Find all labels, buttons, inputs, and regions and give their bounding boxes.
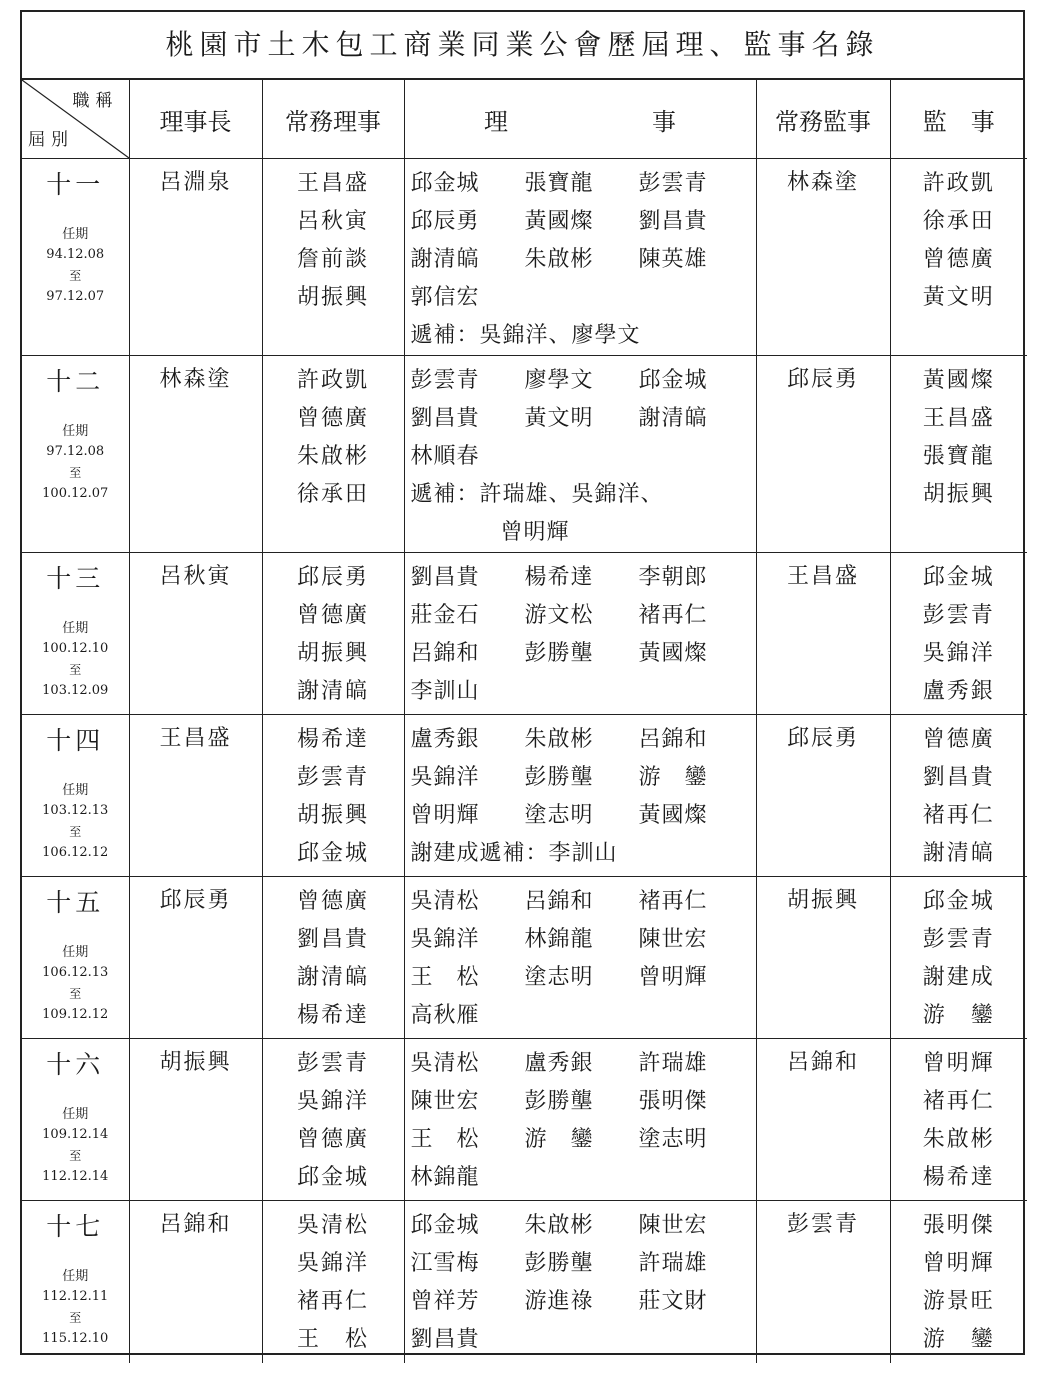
director-note: 曾明輝	[500, 520, 570, 545]
director-name: 彭勝壟	[524, 1251, 594, 1276]
standing-director-name: 曾德廣	[296, 1127, 369, 1152]
standing-directors-cell	[262, 159, 404, 356]
director-name: 謝清皜	[638, 406, 708, 431]
director-name: 劉昌貴	[410, 406, 480, 431]
term-end-date: 97.12.07	[46, 289, 105, 304]
term-row	[22, 159, 1027, 356]
director-name: 邱金城	[638, 368, 708, 393]
supervisor-name: 曾明輝	[922, 1251, 995, 1276]
director-name: 邱金城	[410, 171, 480, 196]
term-row	[22, 715, 1027, 877]
standing-director-name: 胡振興	[296, 803, 369, 828]
director-name: 呂錦和	[638, 727, 708, 752]
director-name: 彭雲青	[410, 368, 480, 393]
director-name: 朱啟彬	[524, 247, 594, 272]
director-name: 塗志明	[524, 965, 594, 990]
standing-director-name: 褚再仁	[296, 1289, 369, 1314]
directors-row	[411, 1121, 756, 1159]
standing-directors-cell	[262, 553, 404, 715]
term-number: 十四	[46, 726, 105, 755]
chairman-cell: 王昌盛	[129, 715, 262, 877]
corner-header	[22, 80, 129, 159]
term-to-label: 至	[69, 663, 82, 677]
roster-body	[22, 159, 1027, 1363]
supervisor-name: 彭雲青	[922, 603, 995, 628]
directors-row	[411, 1159, 756, 1197]
director-name: 吳錦洋	[410, 765, 480, 790]
directors-row	[411, 673, 756, 711]
standing-director-name: 王 松	[296, 1327, 369, 1352]
supervisor-name: 謝清皜	[922, 841, 995, 866]
term-start-date: 109.12.14	[42, 1127, 109, 1142]
director-name: 陳世宏	[410, 1089, 480, 1114]
director-name: 高秋雁	[410, 1003, 480, 1028]
standing-director-name: 吳錦洋	[296, 1089, 369, 1114]
term-to-label: 至	[69, 987, 82, 1001]
director-name: 黃文明	[524, 406, 594, 431]
director-name: 朱啟彬	[524, 1213, 594, 1238]
supervisors-cell	[890, 553, 1027, 715]
director-name: 謝清皜	[410, 247, 480, 272]
director-name: 王 松	[410, 965, 480, 990]
director-name: 陳世宏	[638, 1213, 708, 1238]
standing-director-name: 詹前談	[296, 247, 369, 272]
supervisors-cell	[890, 159, 1027, 356]
term-number: 十七	[46, 1212, 105, 1241]
director-name: 游文松	[524, 603, 594, 628]
supervisor-name: 朱啟彬	[922, 1127, 995, 1152]
term-end-date: 106.12.12	[42, 845, 109, 860]
standing-supervisor-cell: 邱辰勇	[756, 715, 890, 877]
chairman-cell: 呂淵泉	[129, 159, 262, 356]
corner-title-label: 職稱	[72, 91, 119, 111]
director-name: 塗志明	[638, 1127, 708, 1152]
term-end-date: 103.12.09	[42, 683, 109, 698]
standing-director-name: 謝清皜	[296, 965, 369, 990]
directors-cell	[404, 877, 756, 1039]
term-cell	[22, 553, 129, 715]
director-note: 遞補：許瑞雄、吳錦洋、	[410, 482, 664, 507]
standing-director-name: 吳清松	[296, 1213, 369, 1238]
header-row	[22, 80, 1027, 159]
directors-row	[411, 559, 756, 597]
directors-row	[411, 1083, 756, 1121]
director-name: 李朝郎	[638, 565, 708, 590]
director-name: 彭勝壟	[524, 765, 594, 790]
director-name: 林順春	[410, 444, 480, 469]
supervisor-name: 盧秀銀	[922, 679, 995, 704]
standing-director-name: 胡振興	[296, 641, 369, 666]
director-name: 邱金城	[410, 1213, 480, 1238]
directors-row	[411, 997, 756, 1035]
standing-directors-cell	[262, 715, 404, 877]
directors-row	[411, 797, 756, 835]
director-name: 莊金石	[410, 603, 480, 628]
term-number: 十三	[46, 564, 105, 593]
supervisor-name: 黃文明	[922, 285, 995, 310]
director-name: 游進祿	[524, 1289, 594, 1314]
term-cell	[22, 1201, 129, 1363]
term-label: 任期	[62, 783, 89, 798]
supervisor-name: 游景旺	[922, 1289, 995, 1314]
directors-row	[411, 400, 756, 438]
standing-director-name: 邱金城	[296, 1165, 369, 1190]
standing-supervisor-cell: 彭雲青	[756, 1201, 890, 1363]
supervisor-name: 劉昌貴	[922, 765, 995, 790]
director-note: 謝建成遞補：李訓山	[410, 841, 618, 866]
director-name: 彭勝壟	[524, 1089, 594, 1114]
directors-cell	[404, 1039, 756, 1201]
term-row	[22, 356, 1027, 553]
document-title: 桃園市土木包工商業同業公會歷屆理、監事名錄	[22, 12, 1023, 80]
supervisor-name: 游 鑾	[922, 1327, 995, 1352]
standing-directors-cell	[262, 356, 404, 553]
standing-director-name: 朱啟彬	[296, 444, 369, 469]
standing-supervisor-cell: 邱辰勇	[756, 356, 890, 553]
header-directors: 理 事	[404, 80, 756, 159]
director-name: 邱辰勇	[410, 209, 480, 234]
supervisor-name: 褚再仁	[922, 1089, 995, 1114]
term-cell	[22, 715, 129, 877]
term-cell	[22, 159, 129, 356]
director-name: 彭勝壟	[524, 641, 594, 666]
director-name: 游 鑾	[638, 765, 708, 790]
standing-director-name: 曾德廣	[296, 603, 369, 628]
term-end-date: 112.12.14	[42, 1169, 109, 1184]
term-cell	[22, 877, 129, 1039]
term-number: 十五	[46, 888, 105, 917]
supervisor-name: 游 鑾	[922, 1003, 995, 1028]
term-row	[22, 553, 1027, 715]
term-row	[22, 1039, 1027, 1201]
term-label: 任期	[62, 621, 89, 636]
directors-row	[411, 759, 756, 797]
term-label: 任期	[62, 1269, 89, 1284]
directors-row	[411, 203, 756, 241]
roster-table	[22, 80, 1027, 1363]
standing-director-name: 楊希達	[296, 727, 369, 752]
director-name: 林錦龍	[410, 1165, 480, 1190]
standing-director-name: 邱金城	[296, 841, 369, 866]
term-number: 十六	[46, 1050, 105, 1079]
term-row	[22, 1201, 1027, 1363]
director-name: 劉昌貴	[638, 209, 708, 234]
director-note: 遞補：吳錦洋、廖學文	[410, 323, 641, 348]
director-name: 呂錦和	[410, 641, 480, 666]
director-name: 盧秀銀	[524, 1051, 594, 1076]
standing-supervisor-cell: 呂錦和	[756, 1039, 890, 1201]
term-to-label: 至	[69, 1311, 82, 1325]
directors-cell	[404, 1201, 756, 1363]
supervisor-name: 張寶龍	[922, 444, 995, 469]
directors-row	[411, 279, 756, 317]
roster-sheet	[20, 10, 1025, 1355]
director-name: 許瑞雄	[638, 1051, 708, 1076]
supervisor-name: 黃國燦	[922, 368, 995, 393]
directors-row	[411, 959, 756, 997]
directors-row	[411, 1283, 756, 1321]
standing-director-name: 楊希達	[296, 1003, 369, 1028]
standing-director-name: 劉昌貴	[296, 927, 369, 952]
term-end-date: 109.12.12	[42, 1007, 109, 1022]
director-name: 陳英雄	[638, 247, 708, 272]
supervisors-cell	[890, 715, 1027, 877]
chairman-cell: 胡振興	[129, 1039, 262, 1201]
director-name: 塗志明	[524, 803, 594, 828]
director-name: 曾明輝	[410, 803, 480, 828]
director-name: 吳清松	[410, 1051, 480, 1076]
director-name: 褚再仁	[638, 889, 708, 914]
standing-director-name: 王昌盛	[296, 171, 369, 196]
supervisor-name: 曾明輝	[922, 1051, 995, 1076]
chairman-cell: 邱辰勇	[129, 877, 262, 1039]
term-number: 十二	[46, 367, 105, 396]
header-standing-directors: 常務理事	[262, 80, 404, 159]
directors-cell	[404, 356, 756, 553]
term-label: 任期	[62, 945, 89, 960]
supervisor-name: 吳錦洋	[922, 641, 995, 666]
supervisor-name: 褚再仁	[922, 803, 995, 828]
directors-row	[411, 1321, 756, 1359]
director-name: 楊希達	[524, 565, 594, 590]
corner-term-label: 屆別	[28, 130, 74, 150]
director-name: 褚再仁	[638, 603, 708, 628]
supervisors-cell	[890, 877, 1027, 1039]
directors-row	[411, 1045, 756, 1083]
standing-director-name: 彭雲青	[296, 765, 369, 790]
term-label: 任期	[62, 1107, 89, 1122]
standing-director-name: 彭雲青	[296, 1051, 369, 1076]
supervisor-name: 張明傑	[922, 1213, 995, 1238]
supervisor-name: 邱金城	[922, 889, 995, 914]
header-chairman: 理事長	[129, 80, 262, 159]
supervisor-name: 謝建成	[922, 965, 995, 990]
director-name: 張寶龍	[524, 171, 594, 196]
term-start-date: 112.12.11	[42, 1289, 109, 1304]
standing-director-name: 曾德廣	[296, 406, 369, 431]
director-name: 盧秀銀	[410, 727, 480, 752]
standing-director-name: 許政凱	[296, 368, 369, 393]
director-name: 黃國燦	[638, 641, 708, 666]
director-name: 張明傑	[638, 1089, 708, 1114]
term-end-date: 115.12.10	[42, 1331, 109, 1346]
director-name: 林錦龍	[524, 927, 594, 952]
chairman-cell: 呂錦和	[129, 1201, 262, 1363]
directors-row	[411, 921, 756, 959]
term-row	[22, 877, 1027, 1039]
directors-row	[411, 635, 756, 673]
term-label: 任期	[62, 227, 89, 242]
standing-director-name: 謝清皜	[296, 679, 369, 704]
director-name: 朱啟彬	[524, 727, 594, 752]
directors-row	[411, 1207, 756, 1245]
directors-row	[411, 1245, 756, 1283]
term-to-label: 至	[69, 1149, 82, 1163]
director-name: 陳世宏	[638, 927, 708, 952]
standing-supervisor-cell: 林森塗	[756, 159, 890, 356]
director-name: 李訓山	[410, 679, 480, 704]
standing-director-name: 胡振興	[296, 285, 369, 310]
standing-director-name: 曾德廣	[296, 889, 369, 914]
term-start-date: 100.12.10	[42, 641, 109, 656]
supervisors-cell	[890, 1039, 1027, 1201]
term-to-label: 至	[69, 466, 82, 480]
standing-director-name: 呂秋寅	[296, 209, 369, 234]
term-start-date: 97.12.08	[46, 444, 105, 459]
director-name: 黃國燦	[524, 209, 594, 234]
header-supervisors: 監 事	[890, 80, 1027, 159]
standing-director-name: 邱辰勇	[296, 565, 369, 590]
directors-row	[411, 721, 756, 759]
director-name: 吳清松	[410, 889, 480, 914]
directors-row	[411, 241, 756, 279]
term-cell	[22, 1039, 129, 1201]
supervisor-name: 許政凱	[922, 171, 995, 196]
term-number: 十一	[46, 170, 105, 199]
standing-director-name: 徐承田	[296, 482, 369, 507]
director-name: 黃國燦	[638, 803, 708, 828]
supervisors-cell	[890, 1201, 1027, 1363]
directors-row	[411, 165, 756, 203]
supervisor-name: 王昌盛	[922, 406, 995, 431]
director-name: 劉昌貴	[410, 565, 480, 590]
supervisor-name: 曾德廣	[922, 247, 995, 272]
chairman-cell: 呂秋寅	[129, 553, 262, 715]
directors-cell	[404, 553, 756, 715]
standing-directors-cell	[262, 877, 404, 1039]
director-name: 莊文財	[638, 1289, 708, 1314]
director-name: 游 鑾	[524, 1127, 594, 1152]
director-name: 吳錦洋	[410, 927, 480, 952]
director-name: 彭雲青	[638, 171, 708, 196]
term-start-date: 106.12.13	[42, 965, 109, 980]
directors-row	[411, 362, 756, 400]
standing-supervisor-cell: 胡振興	[756, 877, 890, 1039]
director-name: 劉昌貴	[410, 1327, 480, 1352]
standing-directors-cell	[262, 1039, 404, 1201]
supervisor-name: 楊希達	[922, 1165, 995, 1190]
director-name: 曾祥芳	[410, 1289, 480, 1314]
supervisors-cell	[890, 356, 1027, 553]
chairman-cell: 林森塗	[129, 356, 262, 553]
term-start-date: 94.12.08	[46, 247, 105, 262]
term-to-label: 至	[69, 825, 82, 839]
director-name: 廖學文	[524, 368, 594, 393]
standing-supervisor-cell: 王昌盛	[756, 553, 890, 715]
directors-cell	[404, 715, 756, 877]
header-standing-supervisor: 常務監事	[756, 80, 890, 159]
director-name: 呂錦和	[524, 889, 594, 914]
standing-directors-cell	[262, 1201, 404, 1363]
supervisor-name: 徐承田	[922, 209, 995, 234]
director-name: 曾明輝	[638, 965, 708, 990]
standing-director-name: 吳錦洋	[296, 1251, 369, 1276]
supervisor-name: 曾德廣	[922, 727, 995, 752]
supervisor-name: 邱金城	[922, 565, 995, 590]
term-to-label: 至	[69, 269, 82, 283]
director-name: 王 松	[410, 1127, 480, 1152]
supervisor-name: 胡振興	[922, 482, 995, 507]
directors-row	[411, 438, 756, 476]
term-end-date: 100.12.07	[42, 486, 109, 501]
term-label: 任期	[62, 424, 89, 439]
directors-cell	[404, 159, 756, 356]
supervisor-name: 彭雲青	[922, 927, 995, 952]
term-start-date: 103.12.13	[42, 803, 109, 818]
directors-row	[411, 597, 756, 635]
director-name: 郭信宏	[410, 285, 480, 310]
directors-row	[411, 883, 756, 921]
director-name: 江雪梅	[410, 1251, 480, 1276]
term-cell	[22, 356, 129, 553]
director-name: 許瑞雄	[638, 1251, 708, 1276]
